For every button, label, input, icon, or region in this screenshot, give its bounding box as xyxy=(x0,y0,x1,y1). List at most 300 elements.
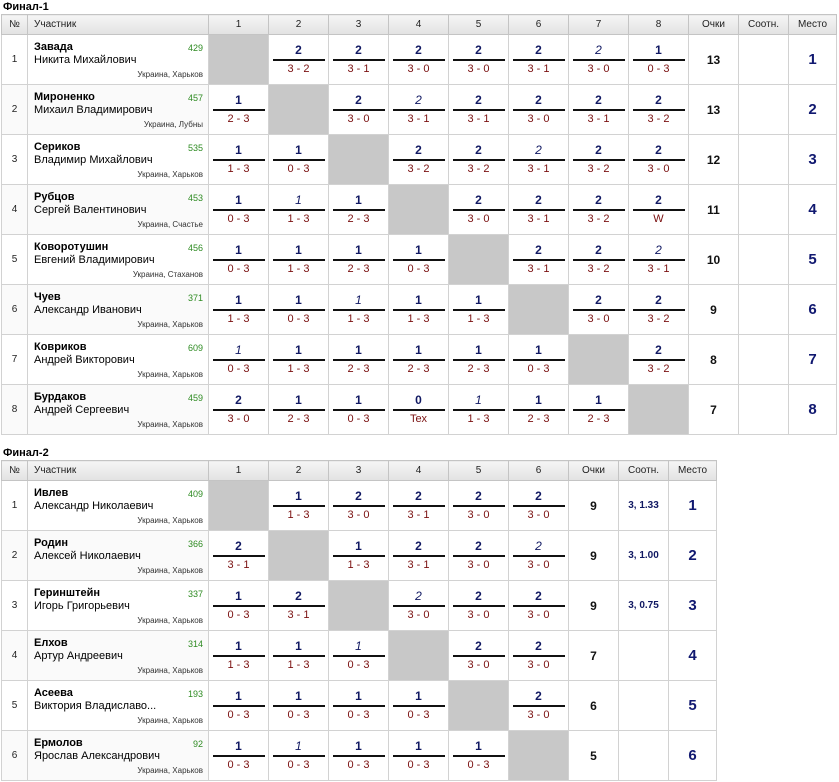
player-first-name: Александр Иванович xyxy=(34,304,142,316)
player-surname[interactable]: Бурдаков xyxy=(34,391,87,403)
table-row xyxy=(2,385,837,435)
col-header-opponent-3: 3 xyxy=(329,461,389,481)
result-divider xyxy=(573,109,625,111)
result-divider xyxy=(333,409,385,411)
total-points: 9 xyxy=(569,531,619,581)
result-cell xyxy=(389,335,449,385)
result-score: 1 - 3 xyxy=(287,659,310,671)
col-header-opponent-8: 8 xyxy=(629,15,689,35)
result-score: 1 - 3 xyxy=(467,413,490,425)
result-points: 2 xyxy=(475,489,482,503)
player-location: Украина, Харьков xyxy=(137,370,203,379)
row-number: 6 xyxy=(2,731,28,781)
result-divider xyxy=(273,259,325,261)
result-score: 3 - 2 xyxy=(647,363,670,375)
player-first-name: Александр Николаевич xyxy=(34,500,154,512)
result-score: 1 - 3 xyxy=(227,313,250,325)
result-score: 3 - 2 xyxy=(587,263,610,275)
player-surname[interactable]: Коворотушин xyxy=(34,241,109,253)
result-cell xyxy=(509,335,569,385)
result-cell xyxy=(629,85,689,135)
result-points: 1 xyxy=(235,639,242,653)
player-location: Украина, Харьков xyxy=(137,616,203,625)
result-points: 1 xyxy=(355,293,362,307)
result-points: 1 xyxy=(415,689,422,703)
result-points: 1 xyxy=(475,343,482,357)
result-divider xyxy=(573,159,625,161)
result-points: 1 xyxy=(595,393,602,407)
result-points: 1 xyxy=(295,689,302,703)
result-cell xyxy=(329,731,389,781)
result-points: 1 xyxy=(235,143,242,157)
result-cell xyxy=(389,581,449,631)
row-number: 7 xyxy=(2,335,28,385)
col-header-place: Место xyxy=(669,461,717,481)
total-points: 6 xyxy=(569,681,619,731)
result-divider xyxy=(213,309,265,311)
final-place: 3 xyxy=(669,581,717,631)
tiebreak-value xyxy=(739,235,789,285)
result-points: 1 xyxy=(295,243,302,257)
result-divider xyxy=(513,359,565,361)
player-rating: 409 xyxy=(187,489,203,499)
result-score: 3 - 0 xyxy=(587,313,610,325)
result-points: 2 xyxy=(595,143,602,157)
result-divider xyxy=(273,159,325,161)
result-score: 0 - 3 xyxy=(287,759,310,771)
result-divider xyxy=(513,655,565,657)
result-divider xyxy=(453,159,505,161)
result-divider xyxy=(213,359,265,361)
player-first-name: Артур Андреевич xyxy=(34,650,123,662)
tiebreak-value xyxy=(739,185,789,235)
player-surname[interactable]: Ковриков xyxy=(34,341,87,353)
result-score: 2 - 3 xyxy=(347,213,370,225)
result-divider xyxy=(273,655,325,657)
player-cell xyxy=(28,581,209,631)
result-divider xyxy=(573,59,625,61)
result-score: 3 - 1 xyxy=(347,63,370,75)
result-points: 1 xyxy=(235,589,242,603)
result-points: 1 xyxy=(235,293,242,307)
result-points: 1 xyxy=(355,393,362,407)
result-cell xyxy=(509,531,569,581)
result-cell xyxy=(329,285,389,335)
result-points: 2 xyxy=(655,343,662,357)
result-points: 1 xyxy=(295,489,302,503)
result-points: 2 xyxy=(595,293,602,307)
result-score: 3 - 1 xyxy=(527,213,550,225)
player-first-name: Андрей Викторович xyxy=(34,354,135,366)
result-divider xyxy=(453,555,505,557)
result-cell xyxy=(449,631,509,681)
col-header-opponent-7: 7 xyxy=(569,15,629,35)
player-surname[interactable]: Родин xyxy=(34,537,69,549)
result-score: 0 - 3 xyxy=(227,213,250,225)
player-surname[interactable]: Елхов xyxy=(34,637,68,649)
player-surname[interactable]: Сериков xyxy=(34,141,81,153)
player-cell xyxy=(28,681,209,731)
player-surname[interactable]: Мироненко xyxy=(34,91,95,103)
col-header-place: Место xyxy=(789,15,837,35)
player-cell xyxy=(28,731,209,781)
result-points: 2 xyxy=(355,93,362,107)
result-cell xyxy=(509,135,569,185)
result-divider xyxy=(453,309,505,311)
final-place: 3 xyxy=(789,135,837,185)
final1-header-row xyxy=(2,15,837,35)
player-first-name: Виктория Владиславо... xyxy=(34,700,157,712)
player-location: Украина, Харьков xyxy=(137,566,203,575)
result-cell xyxy=(449,135,509,185)
result-divider xyxy=(633,309,685,311)
tiebreak-value xyxy=(739,135,789,185)
result-divider xyxy=(333,505,385,507)
result-cell xyxy=(329,385,389,435)
result-cell xyxy=(209,631,269,681)
tiebreak-value: 3, 0.75 xyxy=(619,581,669,631)
result-cell xyxy=(449,285,509,335)
col-header-tiebreak: Соотн. xyxy=(619,461,669,481)
result-score: 3 - 0 xyxy=(407,63,430,75)
final-place: 1 xyxy=(669,481,717,531)
result-score: W xyxy=(653,213,664,225)
player-cell xyxy=(28,531,209,581)
result-cell xyxy=(269,681,329,731)
result-divider xyxy=(453,359,505,361)
self-match-cell xyxy=(269,531,329,581)
result-divider xyxy=(213,159,265,161)
result-points: 1 xyxy=(535,393,542,407)
result-points: 2 xyxy=(235,393,242,407)
result-points: 2 xyxy=(415,93,422,107)
player-location: Украина, Харьков xyxy=(137,666,203,675)
result-score: 3 - 1 xyxy=(407,559,430,571)
result-divider xyxy=(513,705,565,707)
result-divider xyxy=(393,705,445,707)
result-cell xyxy=(389,85,449,135)
col-header-tiebreak: Соотн. xyxy=(739,15,789,35)
player-location: Украина, Счастье xyxy=(137,220,203,229)
result-divider xyxy=(393,505,445,507)
result-divider xyxy=(453,605,505,607)
result-cell xyxy=(509,481,569,531)
result-points: 1 xyxy=(415,343,422,357)
result-cell xyxy=(389,481,449,531)
col-header-player: Участник xyxy=(28,15,209,35)
player-first-name: Михаил Владимирович xyxy=(34,104,153,116)
final-place: 6 xyxy=(789,285,837,335)
result-score: 3 - 0 xyxy=(347,113,370,125)
total-points: 7 xyxy=(569,631,619,681)
result-points: 1 xyxy=(355,689,362,703)
result-cell xyxy=(209,85,269,135)
table-row xyxy=(2,581,717,631)
row-number: 2 xyxy=(2,531,28,581)
final2-table xyxy=(1,460,717,781)
result-cell xyxy=(569,285,629,335)
result-points: 2 xyxy=(535,589,542,603)
result-divider xyxy=(273,505,325,507)
result-score: 1 - 3 xyxy=(407,313,430,325)
result-score: 0 - 3 xyxy=(647,63,670,75)
result-cell xyxy=(629,285,689,335)
result-points: 2 xyxy=(475,193,482,207)
final-place: 6 xyxy=(669,731,717,781)
result-points: 2 xyxy=(595,43,602,57)
result-divider xyxy=(513,109,565,111)
result-cell xyxy=(449,335,509,385)
final-place: 7 xyxy=(789,335,837,385)
result-cell xyxy=(449,185,509,235)
player-surname[interactable]: Геринштейн xyxy=(34,587,100,599)
player-first-name: Алексей Николаевич xyxy=(34,550,141,562)
final2-title: Финал-2 xyxy=(3,447,49,459)
result-divider xyxy=(393,59,445,61)
tiebreak-value xyxy=(739,285,789,335)
result-score: 0 - 3 xyxy=(227,609,250,621)
result-score: 0 - 3 xyxy=(407,263,430,275)
result-points: 2 xyxy=(535,639,542,653)
col-header-opponent-5: 5 xyxy=(449,461,509,481)
result-divider xyxy=(453,109,505,111)
player-first-name: Игорь Григорьевич xyxy=(34,600,130,612)
player-surname[interactable]: Чуев xyxy=(34,291,61,303)
result-divider xyxy=(453,755,505,757)
result-cell xyxy=(509,235,569,285)
result-divider xyxy=(213,209,265,211)
result-divider xyxy=(333,259,385,261)
result-divider xyxy=(333,359,385,361)
result-divider xyxy=(213,259,265,261)
result-divider xyxy=(333,555,385,557)
table-row xyxy=(2,85,837,135)
tiebreak-value: 3, 1.00 xyxy=(619,531,669,581)
result-points: 1 xyxy=(355,193,362,207)
result-score: 0 - 3 xyxy=(347,709,370,721)
result-divider xyxy=(333,59,385,61)
final-place: 4 xyxy=(669,631,717,681)
result-score: 0 - 3 xyxy=(287,709,310,721)
result-cell xyxy=(209,531,269,581)
result-score: 2 - 3 xyxy=(347,363,370,375)
result-points: 2 xyxy=(535,243,542,257)
result-divider xyxy=(333,309,385,311)
result-points: 1 xyxy=(355,539,362,553)
result-divider xyxy=(513,59,565,61)
result-score: 3 - 1 xyxy=(527,263,550,275)
result-divider xyxy=(633,109,685,111)
col-header-opponent-1: 1 xyxy=(209,15,269,35)
result-points: 2 xyxy=(535,539,542,553)
result-score: 2 - 3 xyxy=(227,113,250,125)
result-points: 1 xyxy=(475,739,482,753)
result-score: 3 - 0 xyxy=(527,113,550,125)
result-score: 3 - 0 xyxy=(347,509,370,521)
result-points: 2 xyxy=(535,489,542,503)
result-cell xyxy=(569,85,629,135)
result-points: 2 xyxy=(295,43,302,57)
result-divider xyxy=(513,605,565,607)
result-cell xyxy=(569,135,629,185)
result-divider xyxy=(393,605,445,607)
result-divider xyxy=(453,409,505,411)
result-cell xyxy=(269,235,329,285)
self-match-cell xyxy=(329,135,389,185)
player-surname[interactable]: Завада xyxy=(34,41,73,53)
tiebreak-value xyxy=(739,335,789,385)
tiebreak-value xyxy=(739,85,789,135)
result-points: 2 xyxy=(415,43,422,57)
player-cell xyxy=(28,235,209,285)
result-cell xyxy=(509,681,569,731)
row-number: 5 xyxy=(2,681,28,731)
result-points: 2 xyxy=(535,143,542,157)
result-divider xyxy=(393,755,445,757)
player-cell xyxy=(28,135,209,185)
player-rating: 456 xyxy=(187,243,203,253)
tiebreak-value xyxy=(619,731,669,781)
result-points: 0 xyxy=(415,393,422,407)
result-divider xyxy=(453,209,505,211)
result-points: 2 xyxy=(475,589,482,603)
row-number: 3 xyxy=(2,135,28,185)
player-rating: 609 xyxy=(187,343,203,353)
result-cell xyxy=(209,681,269,731)
result-divider xyxy=(393,359,445,361)
player-surname[interactable]: Ивлев xyxy=(34,487,69,499)
result-score: 3 - 0 xyxy=(467,213,490,225)
result-score: 3 - 0 xyxy=(467,609,490,621)
final2-section xyxy=(0,446,839,781)
player-rating: 337 xyxy=(187,589,203,599)
result-score: 3 - 1 xyxy=(407,509,430,521)
row-number: 3 xyxy=(2,581,28,631)
result-score: 2 - 3 xyxy=(347,263,370,275)
row-number: 4 xyxy=(2,185,28,235)
result-score: 3 - 0 xyxy=(467,659,490,671)
result-points: 2 xyxy=(595,193,602,207)
result-score: 3 - 1 xyxy=(287,609,310,621)
total-points: 10 xyxy=(689,235,739,285)
result-score: Tex xyxy=(409,413,428,425)
result-cell xyxy=(209,235,269,285)
total-points: 9 xyxy=(569,581,619,631)
result-divider xyxy=(333,109,385,111)
player-rating: 457 xyxy=(187,93,203,103)
player-rating: 314 xyxy=(187,639,203,649)
result-score: 3 - 0 xyxy=(527,559,550,571)
result-points: 1 xyxy=(355,739,362,753)
table-row xyxy=(2,631,717,681)
row-number: 1 xyxy=(2,35,28,85)
result-score: 3 - 2 xyxy=(647,313,670,325)
result-score: 1 - 3 xyxy=(467,313,490,325)
result-cell xyxy=(509,631,569,681)
col-header-opponent-4: 4 xyxy=(389,15,449,35)
col-header-player: Участник xyxy=(28,461,209,481)
result-divider xyxy=(393,109,445,111)
result-points: 1 xyxy=(235,739,242,753)
player-surname[interactable]: Ермолов xyxy=(34,737,83,749)
player-location: Украина, Харьков xyxy=(137,420,203,429)
player-cell xyxy=(28,85,209,135)
result-divider xyxy=(513,159,565,161)
result-points: 1 xyxy=(235,343,242,357)
result-points: 1 xyxy=(475,393,482,407)
player-location: Украина, Харьков xyxy=(137,766,203,775)
result-divider xyxy=(273,359,325,361)
self-match-cell xyxy=(449,235,509,285)
result-cell xyxy=(209,135,269,185)
col-header-opponent-2: 2 xyxy=(269,461,329,481)
final-place: 4 xyxy=(789,185,837,235)
result-points: 1 xyxy=(415,739,422,753)
final-place: 1 xyxy=(789,35,837,85)
self-match-cell xyxy=(509,285,569,335)
result-points: 2 xyxy=(475,43,482,57)
result-points: 2 xyxy=(475,143,482,157)
result-cell xyxy=(329,681,389,731)
result-points: 1 xyxy=(415,293,422,307)
result-score: 3 - 1 xyxy=(227,559,250,571)
result-points: 1 xyxy=(295,143,302,157)
result-cell xyxy=(389,681,449,731)
player-surname[interactable]: Асеева xyxy=(34,687,73,699)
result-divider xyxy=(273,309,325,311)
result-score: 0 - 3 xyxy=(287,163,310,175)
player-first-name: Андрей Сергеевич xyxy=(34,404,130,416)
result-score: 1 - 3 xyxy=(287,213,310,225)
result-divider xyxy=(513,209,565,211)
result-cell xyxy=(449,35,509,85)
total-points: 11 xyxy=(689,185,739,235)
player-cell xyxy=(28,385,209,435)
player-first-name: Ярослав Александрович xyxy=(34,750,160,762)
player-location: Украина, Харьков xyxy=(137,70,203,79)
col-header-points: Очки xyxy=(569,461,619,481)
result-cell xyxy=(569,235,629,285)
result-cell xyxy=(509,85,569,135)
result-points: 1 xyxy=(355,639,362,653)
self-match-cell xyxy=(329,581,389,631)
result-points: 2 xyxy=(655,193,662,207)
result-score: 3 - 2 xyxy=(407,163,430,175)
total-points: 7 xyxy=(689,385,739,435)
col-header-num: № xyxy=(2,461,28,481)
final-place: 5 xyxy=(789,235,837,285)
col-header-opponent-3: 3 xyxy=(329,15,389,35)
result-points: 2 xyxy=(535,193,542,207)
player-rating: 371 xyxy=(187,293,203,303)
result-points: 2 xyxy=(415,143,422,157)
player-surname[interactable]: Рубцов xyxy=(34,191,75,203)
row-number: 1 xyxy=(2,481,28,531)
result-divider xyxy=(393,309,445,311)
result-cell xyxy=(269,631,329,681)
table-row xyxy=(2,135,837,185)
result-cell xyxy=(629,35,689,85)
result-cell xyxy=(329,35,389,85)
result-cell xyxy=(269,285,329,335)
result-score: 0 - 3 xyxy=(227,263,250,275)
result-points: 2 xyxy=(235,539,242,553)
result-cell xyxy=(509,385,569,435)
result-score: 0 - 3 xyxy=(227,709,250,721)
result-points: 1 xyxy=(235,93,242,107)
result-score: 0 - 3 xyxy=(467,759,490,771)
result-score: 3 - 0 xyxy=(527,609,550,621)
